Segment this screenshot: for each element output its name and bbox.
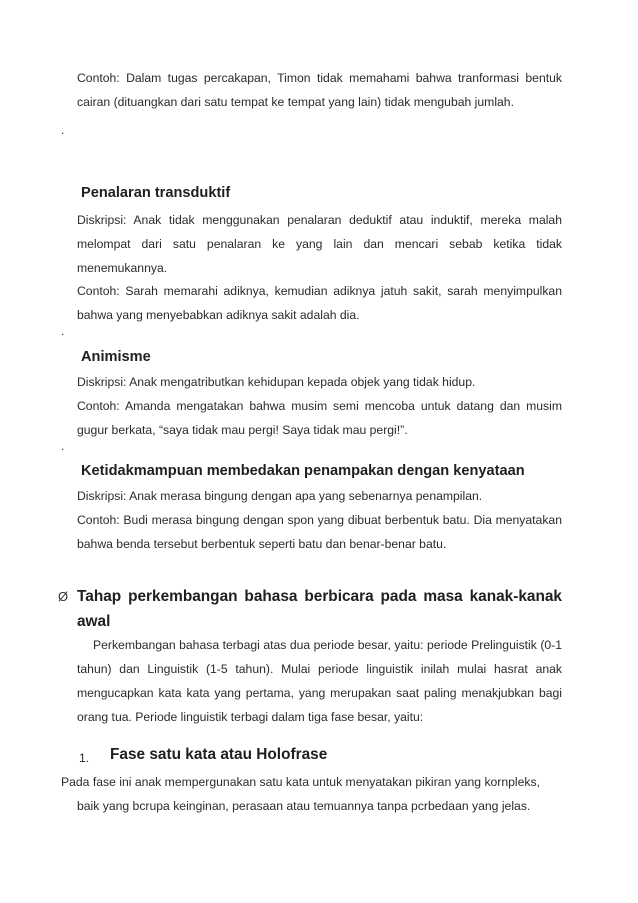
paragraph-animisme-deskripsi: Diskripsi: Anak mengatributkan kehidupan kepada objek yang tidak hidup.	[77, 375, 476, 389]
bullet-arrow-icon: Ø	[58, 589, 69, 604]
separator-dot: .	[61, 123, 65, 137]
paragraph-fase-line-2: baik yang bcrupa keinginan, perasaan atau temuannya tanpa pcrbedaan yang jelas.	[77, 799, 531, 813]
separator-dot: .	[61, 439, 65, 453]
paragraph-ketidakmampuan-contoh: Contoh: Budi merasa bingung dengan spon yang dibuat berbentuk batu. Dia menyatakan bahwa benda tersebut berbentuk seperti batu dan benar-benar batu.	[77, 513, 562, 551]
paragraph-transduktif-deskripsi: Diskripsi: Anak tidak menggunakan penalaran deduktif atau induktif, mereka malah melompat dari satu penalaran ke yang lain dan mencari sebab ketika tidak menemukannya.	[77, 213, 562, 275]
heading-tahap-perkembangan-cont: awal	[77, 613, 111, 630]
paragraph-animisme-contoh: Contoh: Amanda mengatakan bahwa musim semi mencoba untuk datang dan musim gugur berkata, “saya tidak mau pergi! Saya tidak mau pergi!”.	[77, 399, 562, 437]
separator-dot: .	[61, 324, 65, 338]
paragraph-transduktif-contoh: Contoh: Sarah memarahi adiknya, kemudian adiknya jatuh sakit, sarah menyimpulkan bahwa yang menyebabkan adiknya sakit adalah dia.	[77, 284, 562, 322]
heading-ketidakmampuan: Ketidakmampuan membedakan penampakan dengan kenyataan	[81, 463, 525, 479]
heading-animisme: Animisme	[81, 349, 151, 365]
paragraph-perkembangan-bahasa: Perkembangan bahasa terbagi atas dua periode besar, yaitu: periode Prelinguistik (0-1 tahun) dan Linguistik (1-5 tahun). Mulai periode linguistik inilah mulai hasrat anak mengucapkan kata kata yang pertama, yang merupakan saat paling menakjubkan bagi orang tua. Periode linguistik terbagi dalam tiga fase besar, yaitu:	[77, 638, 562, 724]
heading-fase-satu-kata: Fase satu kata atau Holofrase	[110, 746, 328, 763]
heading-penalaran-transduktif: Penalaran transduktif	[81, 185, 231, 201]
heading-tahap-perkembangan: Tahap perkembangan bahasa berbicara pada masa kanak-kanak	[77, 588, 562, 605]
paragraph-ketidakmampuan-deskripsi: Diskripsi: Anak merasa bingung dengan apa yang sebenarnya penampilan.	[77, 489, 483, 503]
list-number: 1.	[79, 751, 90, 765]
paragraph-fase-line-1: Pada fase ini anak mempergunakan satu kata untuk menyatakan pikiran yang kornpleks,	[61, 775, 540, 789]
paragraph-contoh-percakapan: Contoh: Dalam tugas percakapan, Timon tidak memahami bahwa tranformasi bentuk cairan (dituangkan dari satu tempat ke tempat yang lain) tidak mengubah jumlah.	[77, 71, 562, 109]
